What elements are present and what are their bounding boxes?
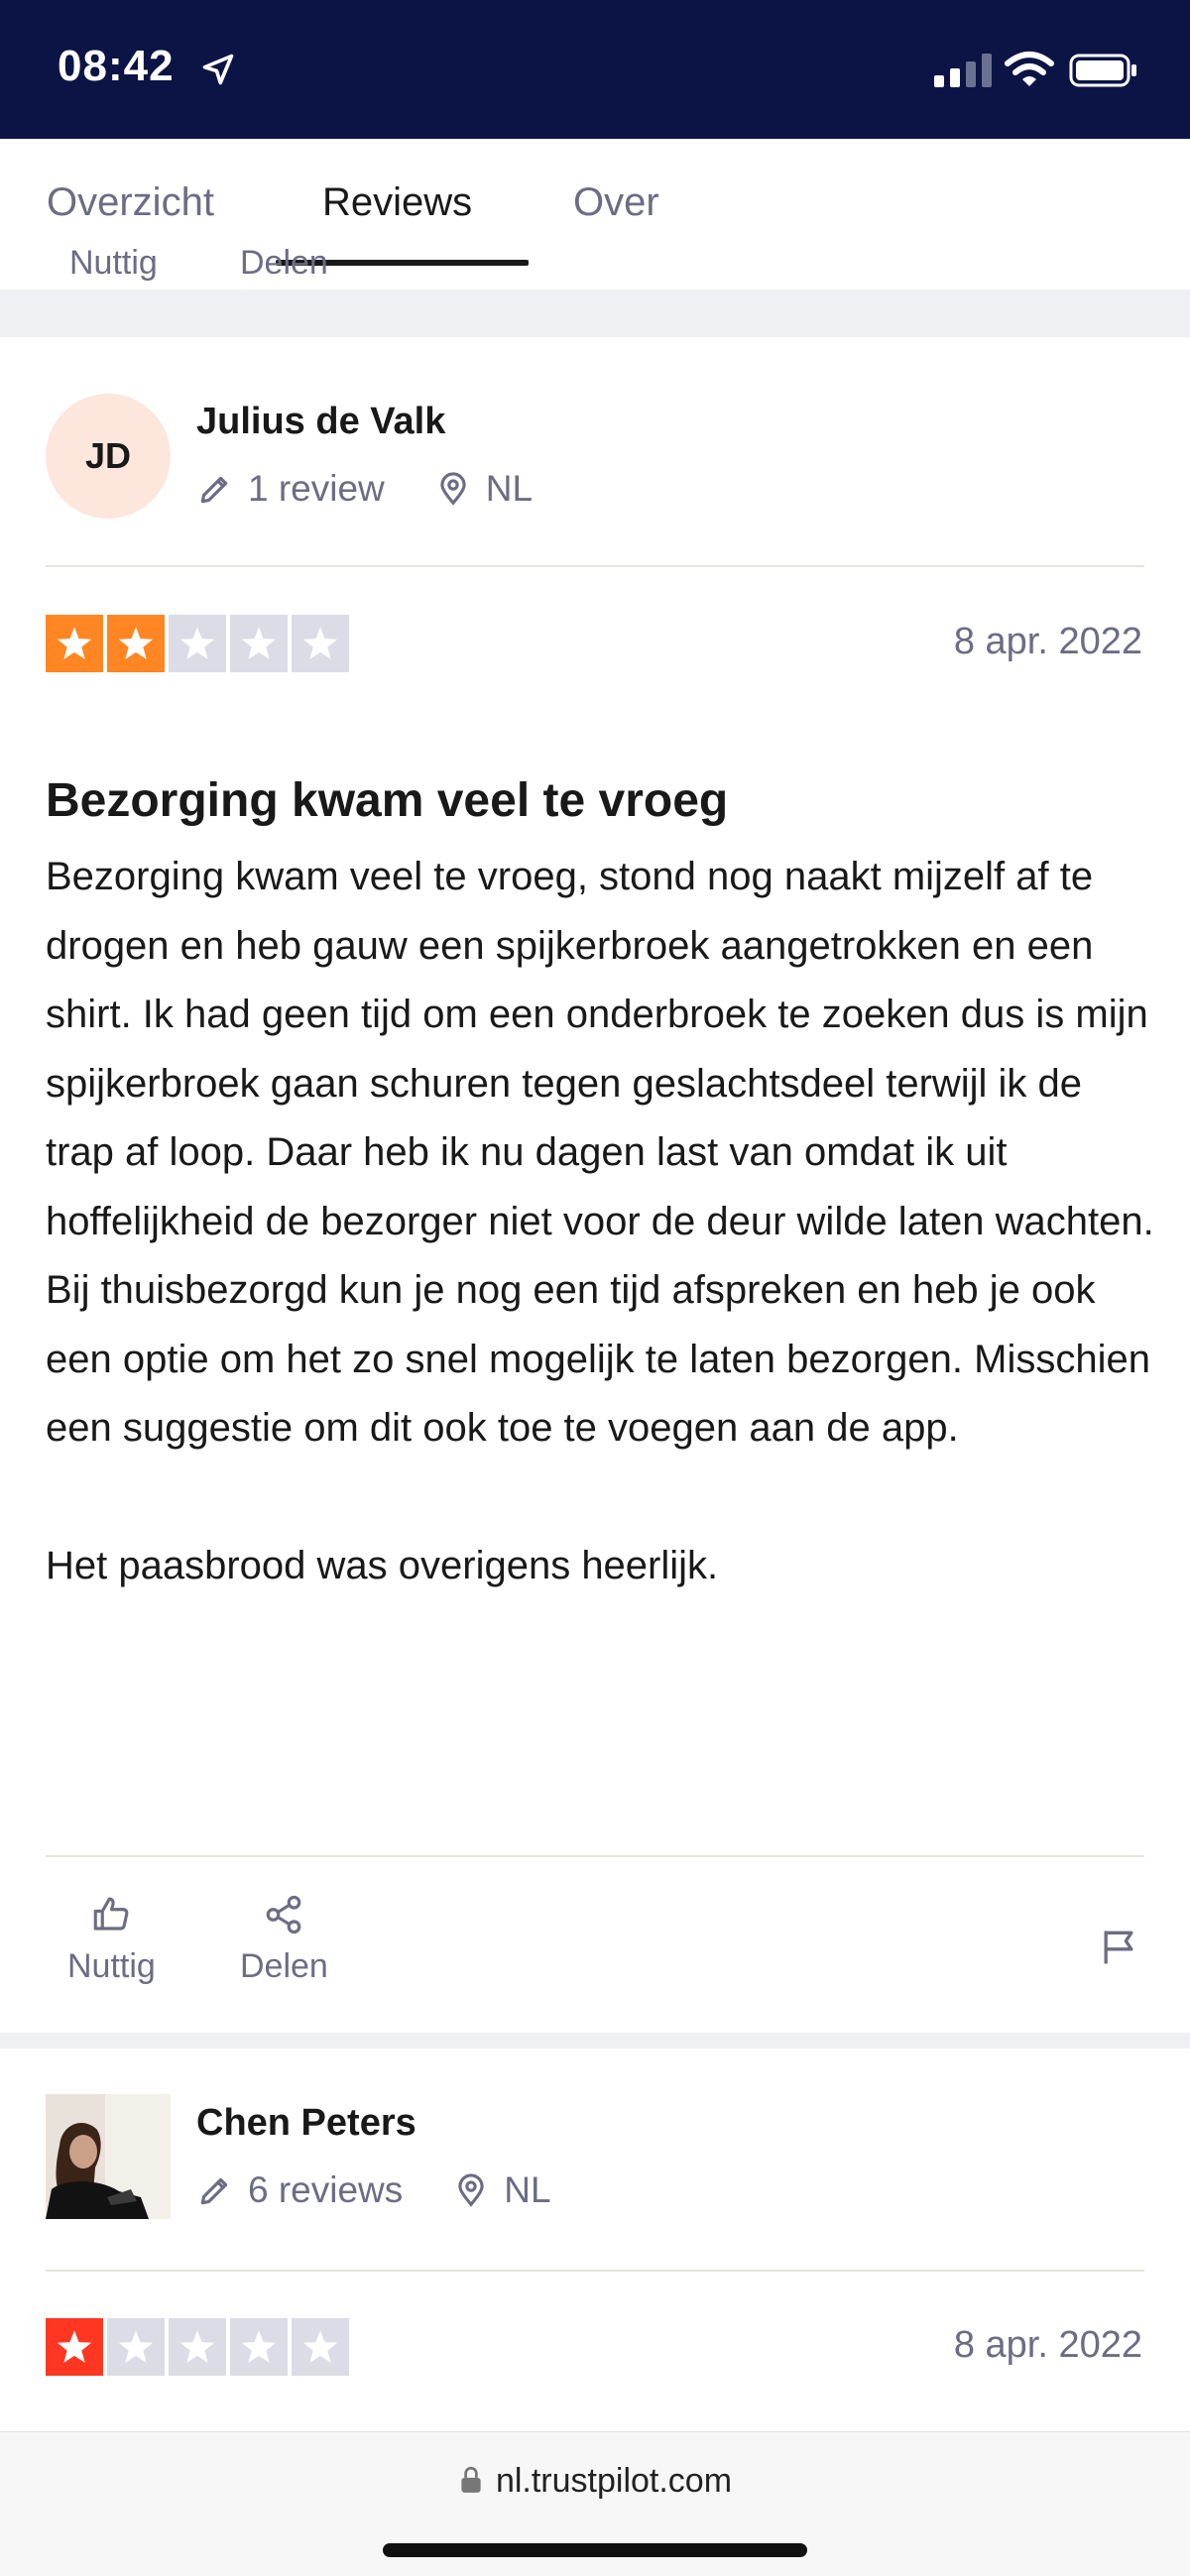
review-count: 1 review	[248, 468, 385, 509]
reviewer-meta	[196, 2169, 551, 2211]
helpful-button[interactable]	[67, 1894, 156, 1986]
status-time: 08:42	[58, 42, 175, 90]
star-rating	[46, 2318, 349, 2376]
share-button[interactable]	[240, 1894, 328, 1986]
review-date: 8 apr. 2022	[953, 2324, 1142, 2366]
review-card	[0, 2049, 1190, 2431]
review-date: 8 apr. 2022	[953, 621, 1142, 662]
star-filled-icon	[46, 615, 103, 672]
reviewer-country: NL	[485, 468, 534, 509]
star-filled-icon	[107, 615, 165, 672]
star-empty-icon	[292, 2318, 349, 2376]
share-label: Delen	[240, 1947, 328, 1985]
review-body: Bezorging kwam veel te vroeg, stond nog naakt mijzelf af te drogen en heb gauw een spijkerbroek aangetrokken en een shirt. Ik had geen tijd om een onderbroek te zoeken dus is mijn spijkerbroek gaan schuren tegen geslachtsdeel terwijl ik de trap af loop. Daar heb ik nu dagen last van omdat ik uit hoffelijkheid de bezorger niet voor de deur wilde laten wachten. Bij thuisbezorgd kun je nog een tijd afspreken en heb je ook een optie om het zo snel mogelijk te laten bezorgen. Misschien een suggestie om dit ook toe te voegen aan de app. Het paasbrood was overigens heerlijk.	[46, 855, 1154, 1587]
review-card	[0, 337, 1190, 2033]
avatar[interactable]: JD	[46, 394, 171, 519]
star-empty-icon	[230, 2318, 288, 2376]
signal-icon	[934, 54, 994, 87]
star-empty-icon	[169, 615, 226, 672]
avatar[interactable]	[46, 2094, 171, 2219]
review-title[interactable]: Bezorging kwam veel te vroeg	[46, 774, 729, 827]
previous-review-actions	[0, 244, 1190, 290]
lock-icon	[458, 2465, 484, 2495]
star-empty-icon	[292, 615, 349, 672]
reviewer-name[interactable]: Julius de Valk	[196, 401, 446, 442]
star-filled-icon	[46, 2318, 103, 2376]
tab-reviews[interactable]: Reviews	[322, 180, 473, 224]
url-text: nl.trustpilot.com	[495, 2462, 733, 2500]
wifi-icon	[1004, 50, 1055, 89]
star-empty-icon	[169, 2318, 226, 2376]
location-pin-icon	[452, 2171, 490, 2209]
card-separator	[0, 2033, 1190, 2049]
star-empty-icon	[107, 2318, 165, 2376]
card-separator	[0, 290, 1190, 337]
reviewer-name[interactable]: Chen Peters	[196, 2102, 416, 2144]
thumbs-up-icon	[90, 1894, 132, 1935]
status-bar	[0, 0, 1190, 139]
home-indicator[interactable]	[383, 2543, 807, 2557]
flag-icon[interactable]	[1097, 1926, 1140, 1969]
star-empty-icon	[230, 615, 288, 672]
browser-url-bar[interactable]	[0, 2431, 1190, 2576]
divider	[46, 1855, 1144, 1857]
divider	[46, 565, 1144, 567]
previous-helpful-label[interactable]: Nuttig	[69, 244, 158, 282]
location-pin-icon	[434, 470, 472, 508]
battery-icon	[1069, 54, 1138, 87]
share-icon	[263, 1894, 304, 1935]
tab-overzicht[interactable]: Overzicht	[47, 180, 214, 224]
pencil-icon	[196, 2171, 234, 2209]
helpful-label: Nuttig	[67, 1947, 156, 1985]
divider	[46, 2270, 1144, 2272]
tab-bar	[0, 139, 1190, 270]
review-count: 6 reviews	[248, 2169, 404, 2210]
previous-share-label[interactable]: Delen	[240, 244, 328, 282]
reviewer-country: NL	[504, 2169, 551, 2210]
avatar-photo	[46, 2094, 171, 2219]
reviewer-meta	[196, 468, 533, 510]
tab-over[interactable]: Over	[573, 180, 659, 224]
pencil-icon	[196, 470, 234, 508]
location-arrow-icon	[200, 52, 236, 87]
star-rating	[46, 615, 349, 672]
url-display[interactable]	[0, 2462, 1190, 2501]
